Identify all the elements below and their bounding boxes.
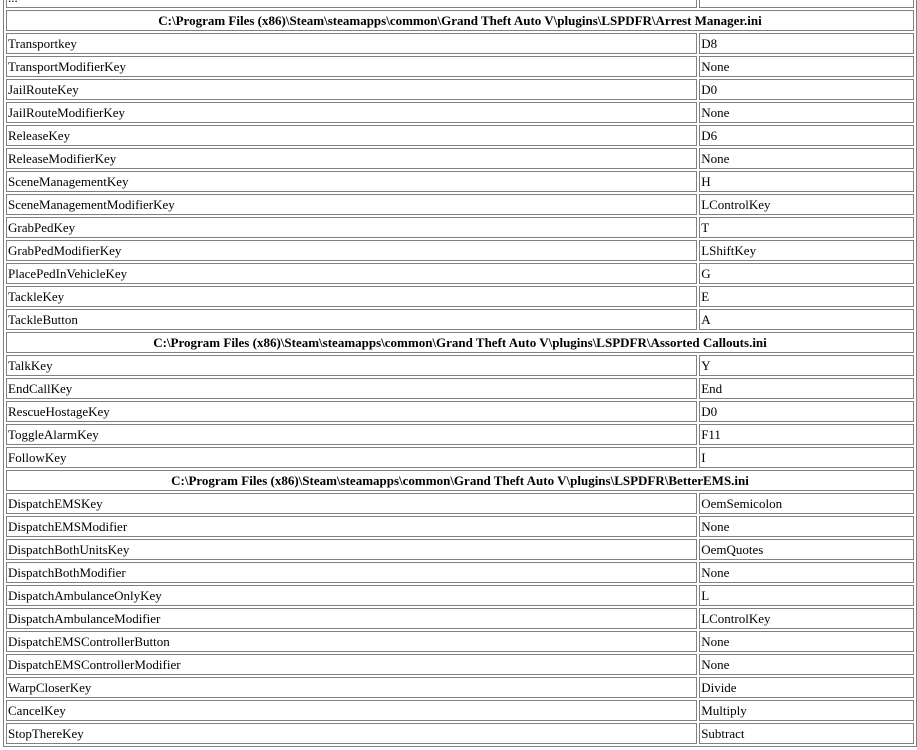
table-row xyxy=(6,585,914,606)
key-cell: TackleButton xyxy=(6,309,697,330)
config-table-container xyxy=(3,0,917,747)
table-row xyxy=(6,516,914,537)
value-cell: None xyxy=(699,631,914,652)
table-row xyxy=(6,562,914,583)
value-cell: F11 xyxy=(699,424,914,445)
table-row xyxy=(6,654,914,675)
section-header-row xyxy=(6,332,914,353)
value-cell: OemSemicolon xyxy=(699,493,914,514)
key-cell: ToggleAlarmKey xyxy=(6,424,697,445)
key-cell: CancelKey xyxy=(6,700,697,721)
value-cell: None xyxy=(699,102,914,123)
section-header-row xyxy=(6,470,914,491)
value-cell: I xyxy=(699,447,914,468)
value-cell: Y xyxy=(699,355,914,376)
key-cell: DispatchEMSControllerModifier xyxy=(6,654,697,675)
key-cell: DispatchAmbulanceOnlyKey xyxy=(6,585,697,606)
table-row xyxy=(6,493,914,514)
value-cell: E xyxy=(699,286,914,307)
key-cell: DispatchEMSKey xyxy=(6,493,697,514)
table-row xyxy=(6,194,914,215)
table-row xyxy=(6,631,914,652)
value-cell: D6 xyxy=(699,125,914,146)
table-row xyxy=(6,286,914,307)
table-row xyxy=(6,0,914,8)
value-cell: LControlKey xyxy=(699,608,914,629)
value-cell: G xyxy=(699,263,914,284)
key-cell: TackleKey xyxy=(6,286,697,307)
key-cell: ReleaseKey xyxy=(6,125,697,146)
table-row xyxy=(6,723,914,744)
key-cell: TalkKey xyxy=(6,355,697,376)
table-row xyxy=(6,56,914,77)
value-cell: LControlKey xyxy=(699,194,914,215)
key-cell: DispatchBothUnitsKey xyxy=(6,539,697,560)
value-cell xyxy=(699,0,914,8)
table-row xyxy=(6,424,914,445)
table-row xyxy=(6,79,914,100)
value-cell: None xyxy=(699,148,914,169)
key-cell: SceneManagementModifierKey xyxy=(6,194,697,215)
table-row xyxy=(6,401,914,422)
key-cell: ReleaseModifierKey xyxy=(6,148,697,169)
table-row xyxy=(6,608,914,629)
value-cell: Divide xyxy=(699,677,914,698)
table-row xyxy=(6,148,914,169)
table-row xyxy=(6,217,914,238)
key-cell: DispatchEMSControllerButton xyxy=(6,631,697,652)
key-cell: JailRouteModifierKey xyxy=(6,102,697,123)
key-cell: DispatchAmbulanceModifier xyxy=(6,608,697,629)
value-cell: D0 xyxy=(699,79,914,100)
key-cell: SceneManagementKey xyxy=(6,171,697,192)
table-row xyxy=(6,355,914,376)
value-cell: None xyxy=(699,56,914,77)
value-cell: Subtract xyxy=(699,723,914,744)
key-cell: TransportModifierKey xyxy=(6,56,697,77)
section-file-path: C:\Program Files (x86)\Steam\steamapps\common\Grand Theft Auto V\plugins\LSPDFR\Arrest Manager.ini xyxy=(6,10,914,31)
table-row xyxy=(6,125,914,146)
table-row xyxy=(6,677,914,698)
key-cell: JailRouteKey xyxy=(6,79,697,100)
key-cell: DispatchBothModifier xyxy=(6,562,697,583)
key-cell: GrabPedKey xyxy=(6,217,697,238)
value-cell: None xyxy=(699,654,914,675)
keybindings-table xyxy=(3,0,917,747)
section-header-row xyxy=(6,10,914,31)
value-cell: OemQuotes xyxy=(699,539,914,560)
table-row xyxy=(6,700,914,721)
value-cell: LShiftKey xyxy=(699,240,914,261)
value-cell: L xyxy=(699,585,914,606)
key-cell: GrabPedModifierKey xyxy=(6,240,697,261)
value-cell: D0 xyxy=(699,401,914,422)
value-cell: H xyxy=(699,171,914,192)
value-cell: None xyxy=(699,562,914,583)
key-cell: Transportkey xyxy=(6,33,697,54)
value-cell: None xyxy=(699,516,914,537)
value-cell: A xyxy=(699,309,914,330)
key-cell: EndCallKey xyxy=(6,378,697,399)
keybindings-table-body xyxy=(6,0,914,744)
value-cell: D8 xyxy=(699,33,914,54)
key-cell: DispatchEMSModifier xyxy=(6,516,697,537)
value-cell: End xyxy=(699,378,914,399)
key-cell: PlacePedInVehicleKey xyxy=(6,263,697,284)
table-row xyxy=(6,171,914,192)
key-cell: RescueHostageKey xyxy=(6,401,697,422)
key-cell: FollowKey xyxy=(6,447,697,468)
value-cell: Multiply xyxy=(699,700,914,721)
key-cell: WarpCloserKey xyxy=(6,677,697,698)
table-row xyxy=(6,263,914,284)
section-file-path: C:\Program Files (x86)\Steam\steamapps\common\Grand Theft Auto V\plugins\LSPDFR\BetterEMS.ini xyxy=(6,470,914,491)
table-row xyxy=(6,33,914,54)
table-row xyxy=(6,539,914,560)
key-cell xyxy=(6,0,697,8)
table-row xyxy=(6,102,914,123)
key-cell: StopThereKey xyxy=(6,723,697,744)
value-cell: T xyxy=(699,217,914,238)
table-row xyxy=(6,240,914,261)
table-row xyxy=(6,309,914,330)
section-file-path: C:\Program Files (x86)\Steam\steamapps\common\Grand Theft Auto V\plugins\LSPDFR\Assorted Callouts.ini xyxy=(6,332,914,353)
table-row xyxy=(6,447,914,468)
table-row xyxy=(6,378,914,399)
